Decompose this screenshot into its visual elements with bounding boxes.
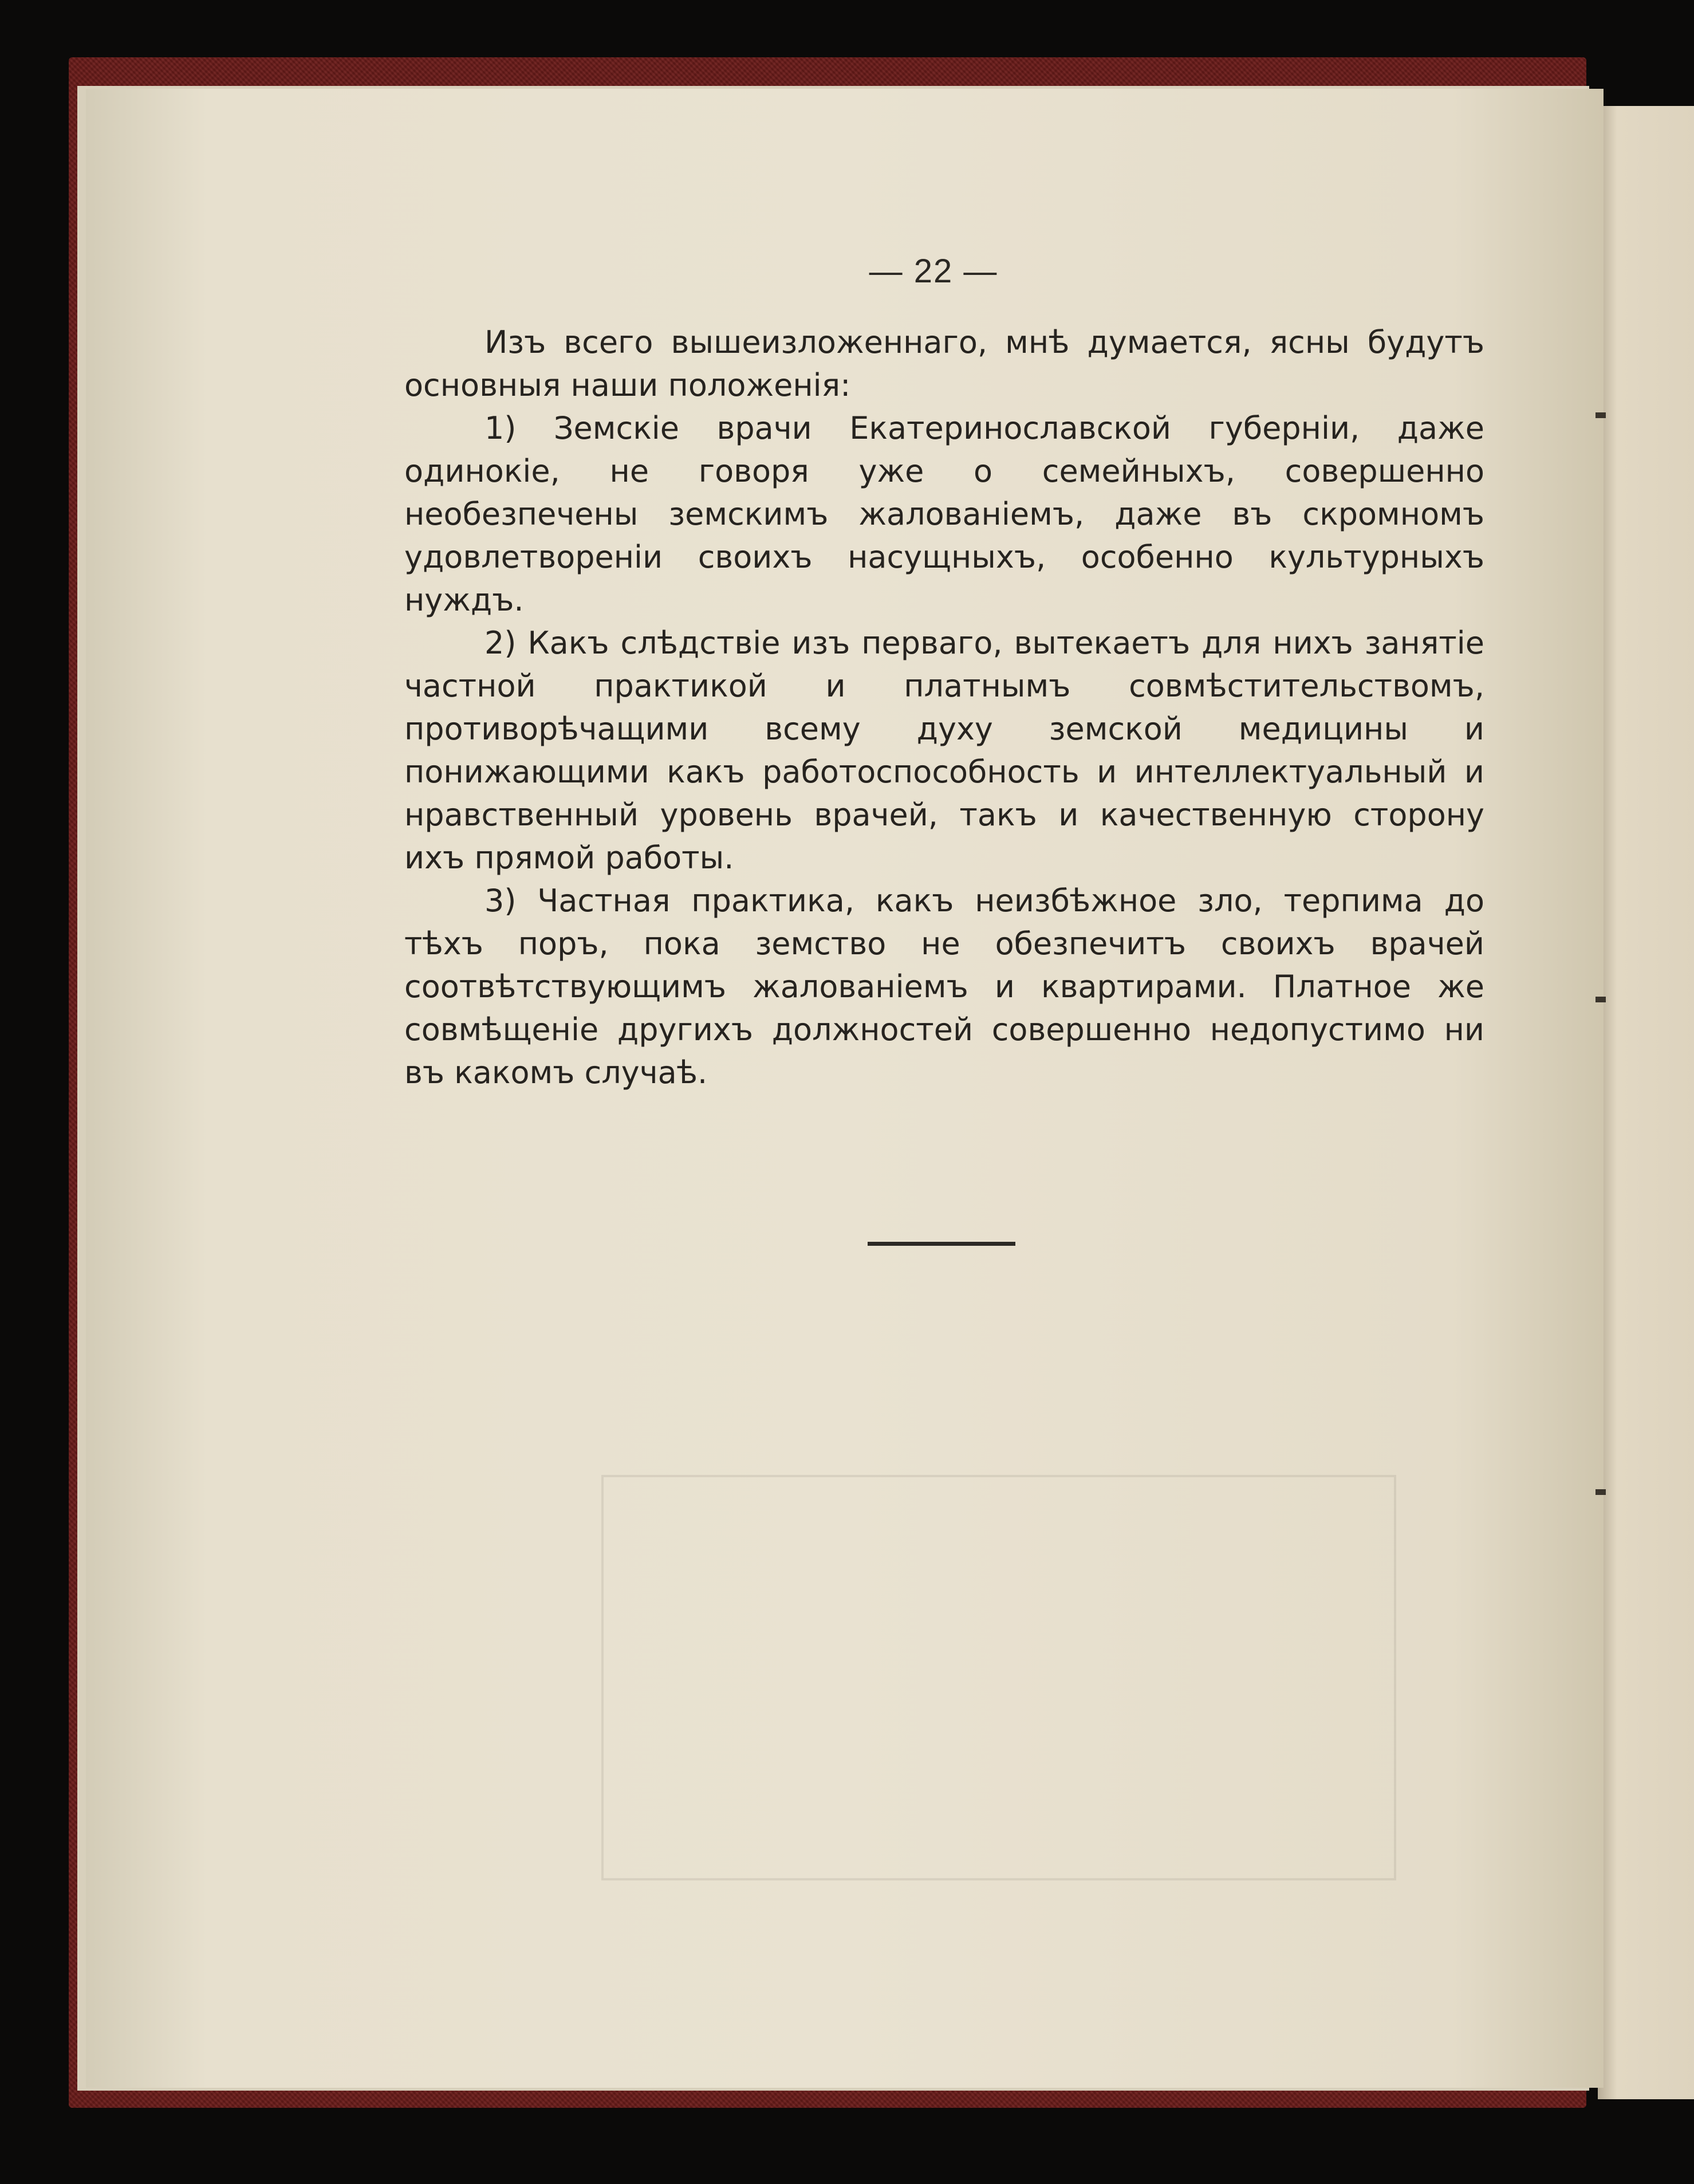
paragraph-point-2: 2) Какъ слѣдствіе изъ перваго, вытекаетъ для нихъ занятіе частной практикой и платнымъ совмѣстительствомъ, противорѣчащими всему духу земской медицины и понижающими какъ работоспособность и интеллектуальный и нравственный уровень врачей, такъ и качественную сторону ихъ прямой работы. (404, 625, 1484, 876)
paragraph-point-3: 3) Частная практика, какъ неизбѣжное зло, терпима до тѣхъ поръ, пока земство не обезпечитъ своихъ врачей соотвѣтствующимъ жалованіемъ и квартирами. Платное же совмѣщеніе другихъ должностей совершенно недопустимо ни въ какомъ случаѣ. (404, 883, 1484, 1091)
bleed-through-table (601, 1475, 1396, 1880)
paragraph-intro: Изъ всего вышеизложеннаго, мнѣ думается, ясны будутъ основныя наши положенія: (404, 324, 1484, 403)
binding-mark (1595, 997, 1606, 1002)
page-number: — 22 — (869, 253, 998, 290)
paragraph-point-1: 1) Земскіе врачи Екатеринославской губерніи, даже одинокіе, не говоря уже о семейныхъ, совершенно необезпечены земскимъ жалованіемъ, даже въ скромномъ удовлетвореніи своихъ насущныхъ, особенно культурныхъ нуждъ. (404, 410, 1484, 618)
closing-rule (868, 1242, 1015, 1246)
body-text (404, 321, 1484, 1094)
binding-mark (1595, 1489, 1606, 1495)
facing-page-edge (1598, 106, 1694, 2099)
binding-mark (1595, 412, 1606, 418)
